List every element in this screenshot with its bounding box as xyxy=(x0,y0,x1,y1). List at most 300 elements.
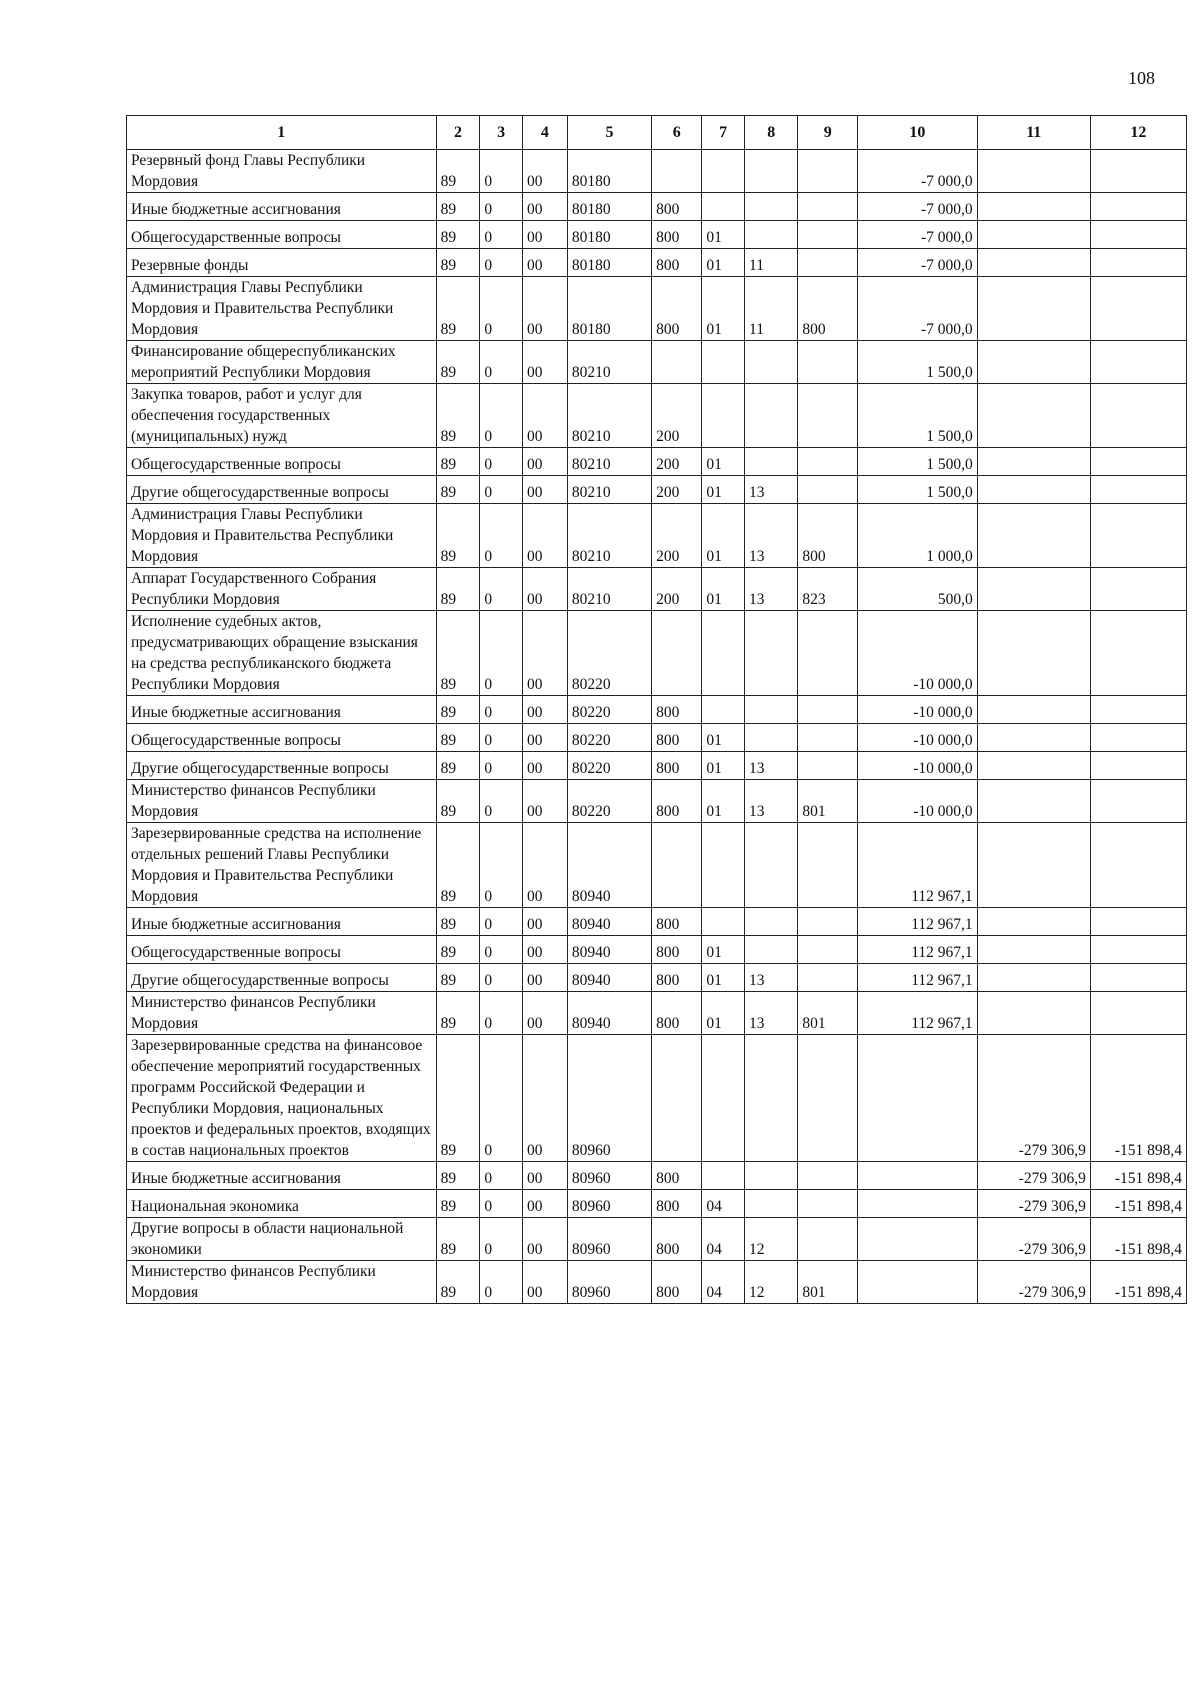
cell-col-5: 80220 xyxy=(567,752,651,780)
cell-col-8 xyxy=(745,908,798,936)
cell-col-10: 1 500,0 xyxy=(858,476,978,504)
cell-col-2: 89 xyxy=(436,1162,480,1190)
cell-col-11 xyxy=(977,696,1090,724)
cell-col-6 xyxy=(652,823,702,908)
cell-col-3: 0 xyxy=(480,964,523,992)
cell-col-12: -151 898,4 xyxy=(1090,1261,1186,1304)
cell-col-3: 0 xyxy=(480,1190,523,1218)
row-description: Национальная экономика xyxy=(127,1190,437,1218)
row-description: Другие общегосударственные вопросы xyxy=(127,476,437,504)
table-row xyxy=(127,1261,1187,1304)
cell-col-12 xyxy=(1090,193,1186,221)
cell-col-12 xyxy=(1090,964,1186,992)
cell-col-8 xyxy=(745,193,798,221)
row-description: Иные бюджетные ассигнования xyxy=(127,908,437,936)
cell-col-4: 00 xyxy=(523,150,568,193)
column-header-7: 7 xyxy=(702,116,745,150)
column-header-12: 12 xyxy=(1090,116,1186,150)
cell-col-7 xyxy=(702,1162,745,1190)
cell-col-5: 80960 xyxy=(567,1218,651,1261)
cell-col-2: 89 xyxy=(436,1218,480,1261)
cell-col-11 xyxy=(977,384,1090,448)
cell-col-11: -279 306,9 xyxy=(977,1162,1090,1190)
cell-col-7 xyxy=(702,908,745,936)
cell-col-6: 800 xyxy=(652,752,702,780)
cell-col-5: 80960 xyxy=(567,1190,651,1218)
cell-col-8 xyxy=(745,448,798,476)
cell-col-11 xyxy=(977,221,1090,249)
cell-col-5: 80180 xyxy=(567,193,651,221)
cell-col-10: -10 000,0 xyxy=(858,752,978,780)
cell-col-3: 0 xyxy=(480,193,523,221)
cell-col-7: 01 xyxy=(702,752,745,780)
cell-col-6: 200 xyxy=(652,568,702,611)
cell-col-8 xyxy=(745,724,798,752)
cell-col-4: 00 xyxy=(523,823,568,908)
cell-col-9: 801 xyxy=(798,1261,858,1304)
cell-col-5: 80960 xyxy=(567,1261,651,1304)
cell-col-7: 04 xyxy=(702,1261,745,1304)
cell-col-5: 80210 xyxy=(567,341,651,384)
cell-col-4: 00 xyxy=(523,476,568,504)
cell-col-12 xyxy=(1090,908,1186,936)
table-row xyxy=(127,1190,1187,1218)
table-row xyxy=(127,568,1187,611)
cell-col-10: -10 000,0 xyxy=(858,780,978,823)
cell-col-9 xyxy=(798,193,858,221)
cell-col-3: 0 xyxy=(480,611,523,696)
cell-col-6: 800 xyxy=(652,249,702,277)
cell-col-8 xyxy=(745,384,798,448)
cell-col-5: 80220 xyxy=(567,724,651,752)
cell-col-8: 12 xyxy=(745,1261,798,1304)
cell-col-11 xyxy=(977,964,1090,992)
cell-col-9 xyxy=(798,823,858,908)
cell-col-7: 01 xyxy=(702,780,745,823)
cell-col-8 xyxy=(745,823,798,908)
table-row xyxy=(127,936,1187,964)
cell-col-7: 01 xyxy=(702,568,745,611)
row-description: Администрация Главы Республики Мордовия и Правительства Республики Мордовия xyxy=(127,277,437,341)
cell-col-6: 200 xyxy=(652,448,702,476)
cell-col-7 xyxy=(702,341,745,384)
budget-table xyxy=(126,115,1187,1304)
cell-col-6: 800 xyxy=(652,221,702,249)
cell-col-10: 112 967,1 xyxy=(858,992,978,1035)
cell-col-5: 80940 xyxy=(567,936,651,964)
cell-col-7 xyxy=(702,823,745,908)
cell-col-10: -10 000,0 xyxy=(858,611,978,696)
cell-col-6: 200 xyxy=(652,384,702,448)
cell-col-4: 00 xyxy=(523,724,568,752)
cell-col-4: 00 xyxy=(523,504,568,568)
cell-col-12 xyxy=(1090,696,1186,724)
cell-col-9 xyxy=(798,696,858,724)
column-header-10: 10 xyxy=(858,116,978,150)
table-row xyxy=(127,150,1187,193)
row-description: Зарезервированные средства на финансовое обеспечение мероприятий государственных программ Российской Федерации и Республики Мордовия, национальных проектов и федеральных проектов, входящих в состав национальных проектов xyxy=(127,1035,437,1162)
cell-col-12: -151 898,4 xyxy=(1090,1162,1186,1190)
column-header-3: 3 xyxy=(480,116,523,150)
cell-col-7 xyxy=(702,384,745,448)
cell-col-8: 13 xyxy=(745,752,798,780)
cell-col-4: 00 xyxy=(523,249,568,277)
cell-col-3: 0 xyxy=(480,249,523,277)
cell-col-8: 13 xyxy=(745,568,798,611)
cell-col-2: 89 xyxy=(436,277,480,341)
row-description: Другие общегосударственные вопросы xyxy=(127,752,437,780)
cell-col-12 xyxy=(1090,611,1186,696)
cell-col-6 xyxy=(652,150,702,193)
cell-col-5: 80210 xyxy=(567,504,651,568)
column-header-2: 2 xyxy=(436,116,480,150)
cell-col-6: 800 xyxy=(652,992,702,1035)
cell-col-2: 89 xyxy=(436,384,480,448)
cell-col-10: 1 500,0 xyxy=(858,341,978,384)
cell-col-6: 800 xyxy=(652,1162,702,1190)
cell-col-7: 01 xyxy=(702,724,745,752)
cell-col-3: 0 xyxy=(480,448,523,476)
table-row xyxy=(127,964,1187,992)
cell-col-7: 04 xyxy=(702,1218,745,1261)
header-row xyxy=(127,116,1187,150)
cell-col-10: -7 000,0 xyxy=(858,150,978,193)
table-row xyxy=(127,221,1187,249)
cell-col-4: 00 xyxy=(523,448,568,476)
cell-col-5: 80940 xyxy=(567,823,651,908)
table-row xyxy=(127,724,1187,752)
cell-col-10 xyxy=(858,1218,978,1261)
cell-col-11 xyxy=(977,823,1090,908)
cell-col-9: 801 xyxy=(798,780,858,823)
cell-col-3: 0 xyxy=(480,936,523,964)
cell-col-4: 00 xyxy=(523,780,568,823)
column-header-4: 4 xyxy=(523,116,568,150)
cell-col-3: 0 xyxy=(480,780,523,823)
cell-col-12: -151 898,4 xyxy=(1090,1190,1186,1218)
cell-col-9: 800 xyxy=(798,277,858,341)
row-description: Администрация Главы Республики Мордовия и Правительства Республики Мордовия xyxy=(127,504,437,568)
row-description: Министерство финансов Республики Мордовия xyxy=(127,780,437,823)
table-row xyxy=(127,696,1187,724)
table-row xyxy=(127,1035,1187,1162)
cell-col-11 xyxy=(977,249,1090,277)
cell-col-6: 800 xyxy=(652,1190,702,1218)
page-number: 108 xyxy=(1128,68,1155,88)
cell-col-6: 800 xyxy=(652,1218,702,1261)
cell-col-6: 800 xyxy=(652,936,702,964)
column-header-11: 11 xyxy=(977,116,1090,150)
cell-col-11: -279 306,9 xyxy=(977,1218,1090,1261)
cell-col-9 xyxy=(798,1190,858,1218)
cell-col-5: 80180 xyxy=(567,277,651,341)
row-description: Резервный фонд Главы Республики Мордовия xyxy=(127,150,437,193)
cell-col-4: 00 xyxy=(523,221,568,249)
table-row xyxy=(127,780,1187,823)
cell-col-9 xyxy=(798,936,858,964)
cell-col-11 xyxy=(977,568,1090,611)
table-row xyxy=(127,341,1187,384)
row-description: Общегосударственные вопросы xyxy=(127,724,437,752)
cell-col-5: 80180 xyxy=(567,150,651,193)
cell-col-2: 89 xyxy=(436,568,480,611)
cell-col-2: 89 xyxy=(436,724,480,752)
cell-col-4: 00 xyxy=(523,1218,568,1261)
cell-col-2: 89 xyxy=(436,221,480,249)
cell-col-6: 800 xyxy=(652,277,702,341)
cell-col-12 xyxy=(1090,724,1186,752)
table-row xyxy=(127,992,1187,1035)
cell-col-6: 200 xyxy=(652,476,702,504)
cell-col-4: 00 xyxy=(523,696,568,724)
cell-col-12 xyxy=(1090,936,1186,964)
cell-col-7: 01 xyxy=(702,504,745,568)
cell-col-9 xyxy=(798,1162,858,1190)
cell-col-9: 800 xyxy=(798,504,858,568)
row-description: Иные бюджетные ассигнования xyxy=(127,1162,437,1190)
cell-col-7: 01 xyxy=(702,476,745,504)
cell-col-3: 0 xyxy=(480,823,523,908)
cell-col-2: 89 xyxy=(436,780,480,823)
cell-col-12 xyxy=(1090,341,1186,384)
cell-col-5: 80960 xyxy=(567,1162,651,1190)
cell-col-4: 00 xyxy=(523,1261,568,1304)
cell-col-10: 1 000,0 xyxy=(858,504,978,568)
cell-col-12 xyxy=(1090,384,1186,448)
cell-col-8: 13 xyxy=(745,964,798,992)
cell-col-4: 00 xyxy=(523,384,568,448)
cell-col-6: 800 xyxy=(652,193,702,221)
cell-col-2: 89 xyxy=(436,476,480,504)
cell-col-2: 89 xyxy=(436,504,480,568)
cell-col-5: 80180 xyxy=(567,249,651,277)
table-row xyxy=(127,277,1187,341)
cell-col-2: 89 xyxy=(436,611,480,696)
row-description: Общегосударственные вопросы xyxy=(127,221,437,249)
table-row xyxy=(127,611,1187,696)
row-description: Иные бюджетные ассигнования xyxy=(127,696,437,724)
cell-col-2: 89 xyxy=(436,752,480,780)
cell-col-10 xyxy=(858,1190,978,1218)
cell-col-10: -7 000,0 xyxy=(858,249,978,277)
cell-col-12 xyxy=(1090,150,1186,193)
cell-col-7 xyxy=(702,150,745,193)
cell-col-11 xyxy=(977,936,1090,964)
row-description: Иные бюджетные ассигнования xyxy=(127,193,437,221)
row-description: Финансирование общереспубликанских мероприятий Республики Мордовия xyxy=(127,341,437,384)
cell-col-8: 13 xyxy=(745,476,798,504)
cell-col-8 xyxy=(745,150,798,193)
cell-col-3: 0 xyxy=(480,384,523,448)
cell-col-10: 1 500,0 xyxy=(858,448,978,476)
cell-col-5: 80180 xyxy=(567,221,651,249)
cell-col-3: 0 xyxy=(480,752,523,780)
cell-col-9 xyxy=(798,1218,858,1261)
cell-col-5: 80940 xyxy=(567,908,651,936)
cell-col-4: 00 xyxy=(523,964,568,992)
cell-col-6: 800 xyxy=(652,780,702,823)
cell-col-10: 500,0 xyxy=(858,568,978,611)
cell-col-11 xyxy=(977,611,1090,696)
cell-col-9 xyxy=(798,476,858,504)
cell-col-3: 0 xyxy=(480,908,523,936)
cell-col-10: 112 967,1 xyxy=(858,823,978,908)
cell-col-2: 89 xyxy=(436,696,480,724)
row-description: Министерство финансов Республики Мордовия xyxy=(127,992,437,1035)
cell-col-8: 13 xyxy=(745,992,798,1035)
cell-col-11: -279 306,9 xyxy=(977,1261,1090,1304)
cell-col-9 xyxy=(798,384,858,448)
cell-col-4: 00 xyxy=(523,908,568,936)
cell-col-11: -279 306,9 xyxy=(977,1190,1090,1218)
cell-col-10: -7 000,0 xyxy=(858,277,978,341)
cell-col-2: 89 xyxy=(436,964,480,992)
cell-col-4: 00 xyxy=(523,193,568,221)
cell-col-2: 89 xyxy=(436,823,480,908)
cell-col-10: 112 967,1 xyxy=(858,964,978,992)
cell-col-2: 89 xyxy=(436,249,480,277)
cell-col-9 xyxy=(798,908,858,936)
table-row xyxy=(127,823,1187,908)
cell-col-4: 00 xyxy=(523,277,568,341)
cell-col-6: 800 xyxy=(652,1261,702,1304)
cell-col-7: 01 xyxy=(702,221,745,249)
cell-col-6: 800 xyxy=(652,908,702,936)
cell-col-5: 80220 xyxy=(567,611,651,696)
cell-col-7: 01 xyxy=(702,936,745,964)
cell-col-4: 00 xyxy=(523,1035,568,1162)
cell-col-4: 00 xyxy=(523,936,568,964)
table-row xyxy=(127,752,1187,780)
cell-col-10: 112 967,1 xyxy=(858,936,978,964)
cell-col-11 xyxy=(977,992,1090,1035)
cell-col-9 xyxy=(798,221,858,249)
cell-col-6: 800 xyxy=(652,964,702,992)
cell-col-8: 12 xyxy=(745,1218,798,1261)
cell-col-7: 01 xyxy=(702,964,745,992)
cell-col-9 xyxy=(798,724,858,752)
cell-col-6 xyxy=(652,1035,702,1162)
cell-col-10: 1 500,0 xyxy=(858,384,978,448)
column-header-9: 9 xyxy=(798,116,858,150)
cell-col-11 xyxy=(977,476,1090,504)
cell-col-3: 0 xyxy=(480,1218,523,1261)
row-description: Министерство финансов Республики Мордовия xyxy=(127,1261,437,1304)
cell-col-12 xyxy=(1090,992,1186,1035)
cell-col-9 xyxy=(798,611,858,696)
cell-col-3: 0 xyxy=(480,476,523,504)
cell-col-5: 80210 xyxy=(567,384,651,448)
cell-col-7: 01 xyxy=(702,448,745,476)
row-description: Другие общегосударственные вопросы xyxy=(127,964,437,992)
cell-col-2: 89 xyxy=(436,341,480,384)
cell-col-6: 200 xyxy=(652,504,702,568)
cell-col-6: 800 xyxy=(652,696,702,724)
table-row xyxy=(127,448,1187,476)
cell-col-7 xyxy=(702,696,745,724)
cell-col-11 xyxy=(977,150,1090,193)
cell-col-9: 823 xyxy=(798,568,858,611)
cell-col-12 xyxy=(1090,780,1186,823)
cell-col-8: 11 xyxy=(745,277,798,341)
cell-col-10: 112 967,1 xyxy=(858,908,978,936)
cell-col-8: 13 xyxy=(745,504,798,568)
cell-col-11 xyxy=(977,908,1090,936)
cell-col-3: 0 xyxy=(480,1035,523,1162)
cell-col-9 xyxy=(798,150,858,193)
cell-col-12 xyxy=(1090,476,1186,504)
column-header-6: 6 xyxy=(652,116,702,150)
cell-col-4: 00 xyxy=(523,1162,568,1190)
table-row xyxy=(127,193,1187,221)
cell-col-12 xyxy=(1090,277,1186,341)
cell-col-11 xyxy=(977,341,1090,384)
cell-col-6 xyxy=(652,611,702,696)
cell-col-10 xyxy=(858,1261,978,1304)
table-row xyxy=(127,1162,1187,1190)
row-description: Закупка товаров, работ и услуг для обеспечения государственных (муниципальных) нужд xyxy=(127,384,437,448)
cell-col-8 xyxy=(745,221,798,249)
row-description: Исполнение судебных актов, предусматривающих обращение взыскания на средства республиканского бюджета Республики Мордовия xyxy=(127,611,437,696)
row-description: Аппарат Государственного Собрания Республики Мордовия xyxy=(127,568,437,611)
cell-col-9: 801 xyxy=(798,992,858,1035)
row-description: Зарезервированные средства на исполнение отдельных решений Главы Республики Мордовия и Правительства Республики Мордовия xyxy=(127,823,437,908)
cell-col-9 xyxy=(798,341,858,384)
cell-col-4: 00 xyxy=(523,752,568,780)
cell-col-10 xyxy=(858,1162,978,1190)
cell-col-11 xyxy=(977,193,1090,221)
cell-col-2: 89 xyxy=(436,193,480,221)
cell-col-10: -7 000,0 xyxy=(858,221,978,249)
cell-col-7: 01 xyxy=(702,249,745,277)
cell-col-11 xyxy=(977,277,1090,341)
cell-col-3: 0 xyxy=(480,341,523,384)
cell-col-8 xyxy=(745,1035,798,1162)
cell-col-2: 89 xyxy=(436,1190,480,1218)
cell-col-8 xyxy=(745,1162,798,1190)
cell-col-11 xyxy=(977,448,1090,476)
table-row xyxy=(127,504,1187,568)
cell-col-11 xyxy=(977,724,1090,752)
row-description: Общегосударственные вопросы xyxy=(127,448,437,476)
cell-col-7: 04 xyxy=(702,1190,745,1218)
cell-col-2: 89 xyxy=(436,1035,480,1162)
cell-col-4: 00 xyxy=(523,992,568,1035)
cell-col-12 xyxy=(1090,249,1186,277)
cell-col-9 xyxy=(798,448,858,476)
cell-col-8 xyxy=(745,341,798,384)
column-header-5: 5 xyxy=(567,116,651,150)
cell-col-8: 11 xyxy=(745,249,798,277)
cell-col-8 xyxy=(745,936,798,964)
cell-col-5: 80220 xyxy=(567,780,651,823)
cell-col-7: 01 xyxy=(702,277,745,341)
cell-col-3: 0 xyxy=(480,221,523,249)
cell-col-3: 0 xyxy=(480,992,523,1035)
cell-col-9 xyxy=(798,249,858,277)
cell-col-9 xyxy=(798,752,858,780)
cell-col-4: 00 xyxy=(523,1190,568,1218)
cell-col-5: 80210 xyxy=(567,568,651,611)
column-header-1: 1 xyxy=(127,116,437,150)
cell-col-3: 0 xyxy=(480,724,523,752)
row-description: Общегосударственные вопросы xyxy=(127,936,437,964)
table-row xyxy=(127,384,1187,448)
cell-col-8 xyxy=(745,696,798,724)
table-row xyxy=(127,249,1187,277)
cell-col-3: 0 xyxy=(480,696,523,724)
cell-col-10: -10 000,0 xyxy=(858,724,978,752)
